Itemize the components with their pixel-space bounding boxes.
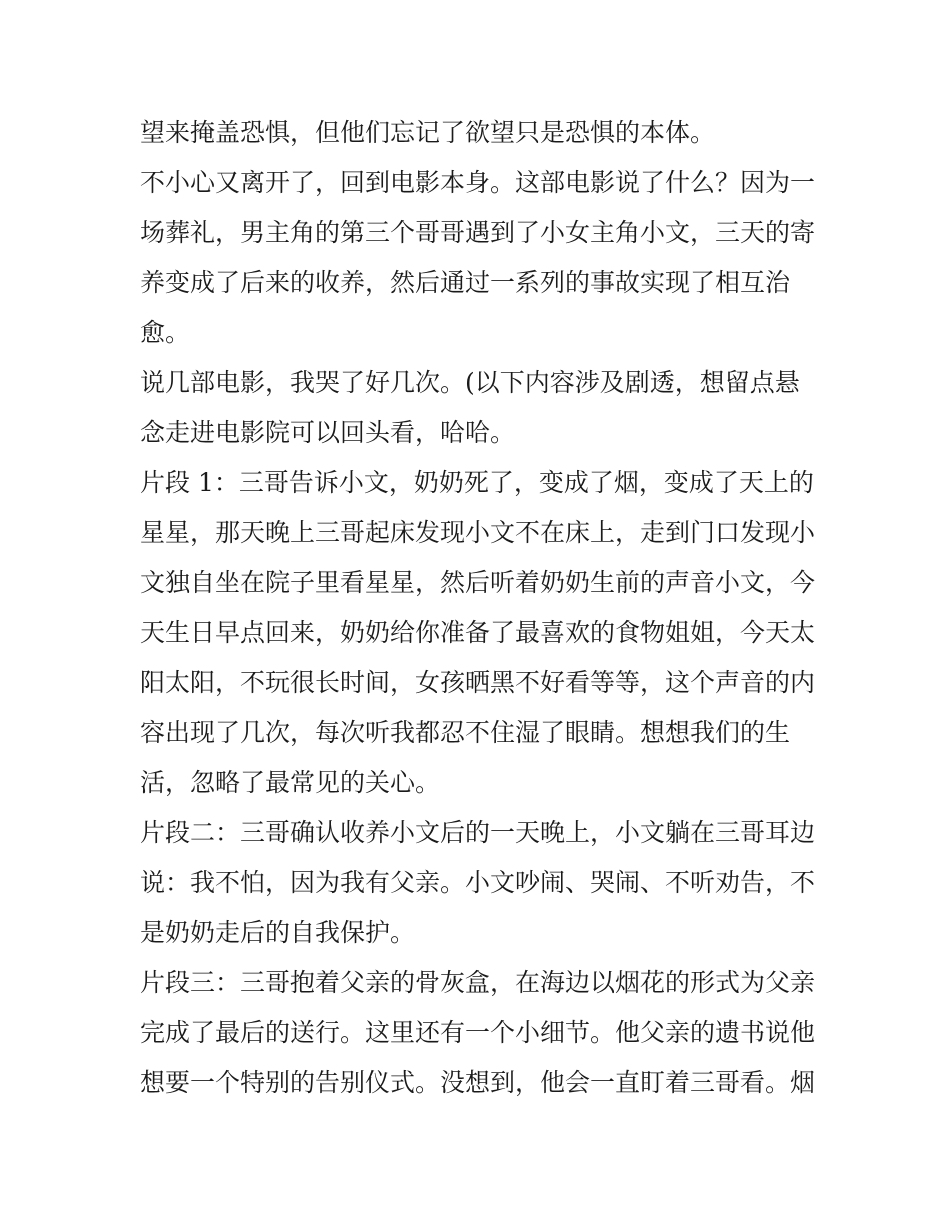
text-line: 想要一个特别的告别仪式。没想到，他会一直盯着三哥看。烟 xyxy=(140,1068,816,1097)
text-line: 容出现了几次，每次听我都忍不住湿了眼睛。想想我们的生 xyxy=(140,718,791,747)
text-line: 天生日早点回来，奶奶给你准备了最喜欢的食物姐姐，今天太 xyxy=(140,618,816,647)
text-line: 是奶奶走后的自我保护。 xyxy=(140,918,416,947)
text-line: 说：我不怕，因为我有父亲。小文吵闹、哭闹、不听劝告，不 xyxy=(140,868,816,897)
text-line: 不小心又离开了，回到电影本身。这部电影说了什么？因为一 xyxy=(140,168,816,197)
text-line: 说几部电影，我哭了好几次。(以下内容涉及剧透，想留点悬 xyxy=(140,368,800,397)
text-line: 片段 1：三哥告诉小文，奶奶死了，变成了烟，变成了天上的 xyxy=(140,468,814,497)
text-line: 星星，那天晚上三哥起床发现小文不在床上，走到门口发现小 xyxy=(140,518,816,547)
text-line: 完成了最后的送行。这里还有一个小细节。他父亲的遗书说他 xyxy=(140,1018,816,1047)
text-line: 场葬礼，男主角的第三个哥哥遇到了小女主角小文，三天的寄 xyxy=(140,218,816,247)
text-line: 念走进电影院可以回头看，哈哈。 xyxy=(140,418,516,447)
document-body xyxy=(140,108,830,1108)
text-line: 片段二：三哥确认收养小文后的一天晚上，小文躺在三哥耳边 xyxy=(140,818,816,847)
text-line: 养变成了后来的收养，然后通过一系列的事故实现了相互治 xyxy=(140,268,791,297)
text-line: 愈。 xyxy=(140,318,191,347)
text-line: 阳太阳，不玩很长时间，女孩晒黑不好看等等，这个声音的内 xyxy=(140,668,816,697)
text-line: 片段三：三哥抱着父亲的骨灰盒，在海边以烟花的形式为父亲 xyxy=(140,968,816,997)
text-line: 活，忽略了最常见的关心。 xyxy=(140,768,441,797)
text-line: 望来掩盖恐惧，但他们忘记了欲望只是恐惧的本体。 xyxy=(140,118,716,147)
text-line: 文独自坐在院子里看星星，然后听着奶奶生前的声音小文，今 xyxy=(140,568,816,597)
